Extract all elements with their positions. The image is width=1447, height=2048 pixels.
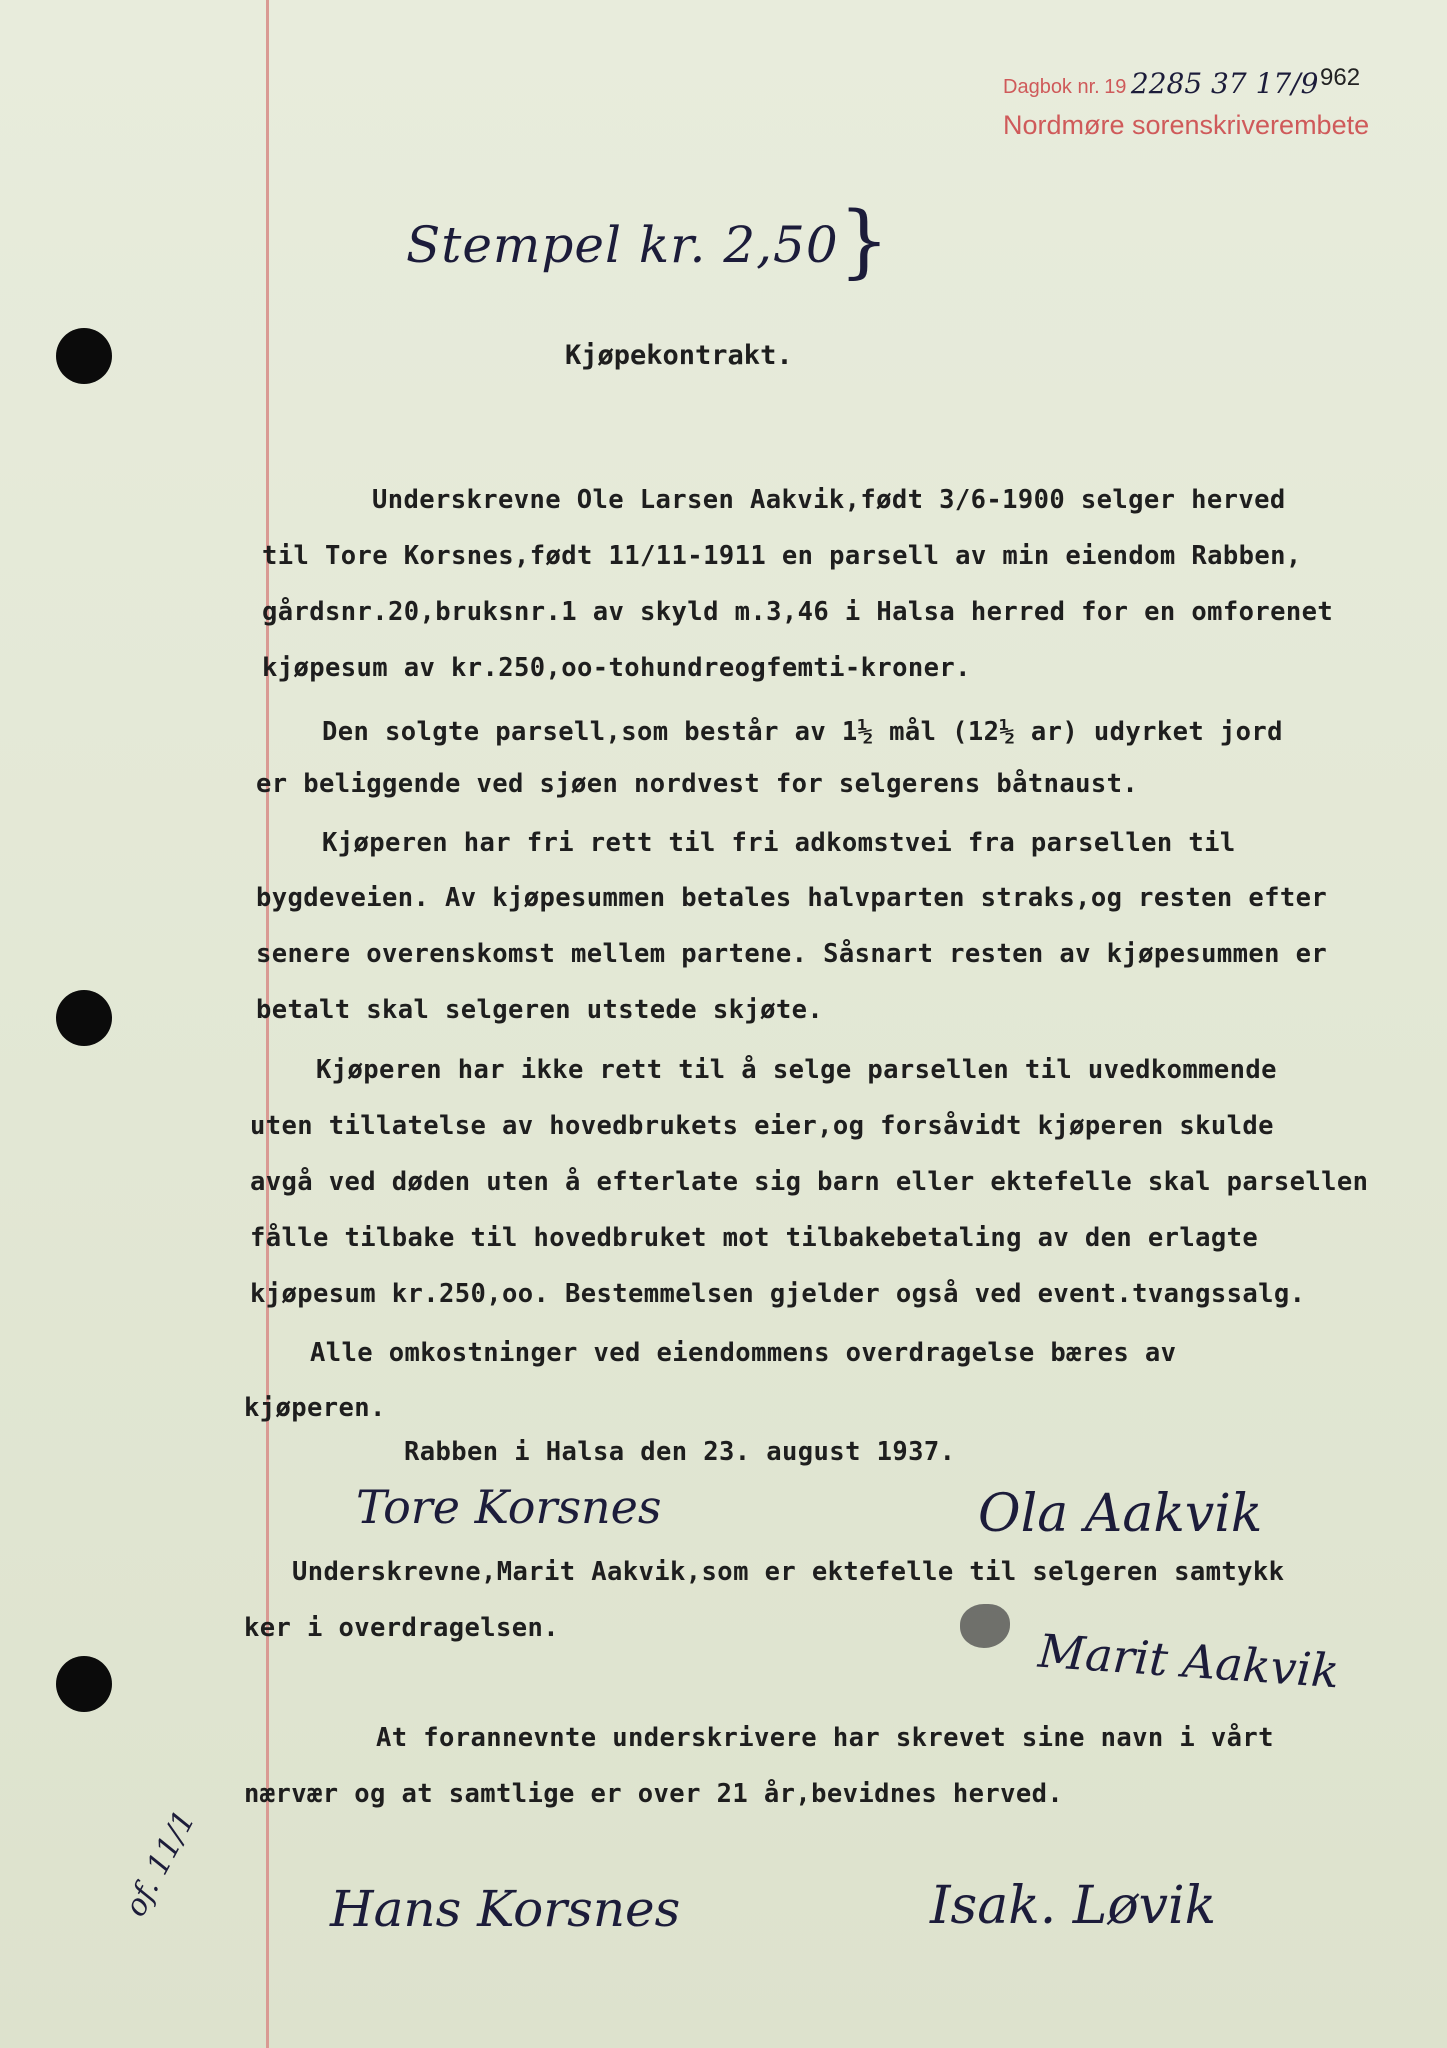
body-line-15: kjøpesum kr.250,oo. Bestemmelsen gjelder også ved event.tvangssalg.	[250, 1279, 1306, 1309]
signature-witness-2: Isak. Løvik	[930, 1876, 1217, 1936]
place-date-line: Rabben i Halsa den 23. august 1937.	[404, 1437, 956, 1467]
stamp-office-name: Nordmøre sorenskriverembete	[1003, 110, 1370, 140]
body-line-4: kjøpesum av kr.250,oo-tohundreogfemti-kroner.	[262, 653, 971, 683]
stamp-year-prefix: 19	[1104, 76, 1127, 98]
punch-hole-top	[56, 328, 112, 384]
body-line-16: Alle omkostninger ved eiendommens overdragelse bæres av	[310, 1338, 1177, 1368]
body-line-12: uten tillatelse av hovedbrukets eier,og forsåvidt kjøperen skulde	[250, 1111, 1274, 1141]
stamp-duty-note	[406, 188, 891, 287]
body-line-9: senere overenskomst mellem partene. Såsnart resten av kjøpesummen er	[256, 939, 1328, 969]
stamp-duty-text: Stempel kr. 2,50	[406, 216, 839, 274]
punch-hole-middle	[56, 990, 112, 1046]
page-number: 962	[1320, 64, 1361, 91]
body-line-22: nærvær og at samtlige er over 21 år,bevidnes herved.	[244, 1779, 1064, 1809]
body-line-5: Den solgte parsell,som består av 1½ mål (12½ ar) udyrket jord	[322, 717, 1283, 747]
registry-stamp	[1003, 66, 1369, 143]
stamp-diary-number: 2285 37 17/9	[1130, 67, 1319, 100]
body-line-19: Underskrevne,Marit Aakvik,som er ektefelle til selgeren samtykk	[292, 1557, 1285, 1587]
body-line-14: fålle tilbake til hovedbruket mot tilbakebetaling av den erlagte	[250, 1223, 1259, 1253]
signature-seller: Ola Aakvik	[978, 1484, 1263, 1544]
body-line-11: Kjøperen har ikke rett til å selge parsellen til uvedkommende	[316, 1055, 1277, 1085]
body-line-6: er beliggende ved sjøen nordvest for selgerens båtnaust.	[256, 769, 1139, 799]
body-line-2: til Tore Korsnes,født 11/11-1911 en parsell av min eiendom Rabben,	[262, 541, 1302, 571]
stamp-diary-label: Dagbok nr.	[1003, 76, 1100, 98]
body-line-1: Underskrevne Ole Larsen Aakvik,født 3/6-1900 selger herved	[372, 485, 1286, 515]
document-title: Kjøpekontrakt.	[565, 340, 793, 371]
body-line-8: bygdeveien. Av kjøpesummen betales halvparten straks,og resten efter	[256, 883, 1328, 913]
body-line-21: At forannevnte underskrivere har skrevet sine navn i vårt	[376, 1723, 1274, 1753]
body-line-3: gårdsnr.20,bruksnr.1 av skyld m.3,46 i Halsa herred for en omforenet	[262, 597, 1334, 627]
signature-witness-1: Hans Korsnes	[330, 1880, 681, 1938]
body-line-10: betalt skal selgeren utstede skjøte.	[256, 995, 824, 1025]
body-line-20: ker i overdragelsen.	[244, 1613, 560, 1643]
body-line-17: kjøperen.	[244, 1393, 386, 1423]
signature-buyer: Tore Korsnes	[356, 1480, 662, 1534]
body-line-7: Kjøperen har fri rett til fri adkomstvei fra parsellen til	[322, 828, 1236, 858]
brace-mark: }	[838, 194, 891, 287]
body-line-13: avgå ved døden uten å efterlate sig barn eller ektefelle skal parsellen	[250, 1167, 1369, 1197]
signature-spouse: Marit Aakvik	[1036, 1623, 1341, 1699]
ink-blot	[960, 1604, 1010, 1648]
stamp-line-diary	[1003, 66, 1369, 107]
punch-hole-bottom	[56, 1656, 112, 1712]
margin-note: of. 11/1	[118, 1804, 203, 1923]
